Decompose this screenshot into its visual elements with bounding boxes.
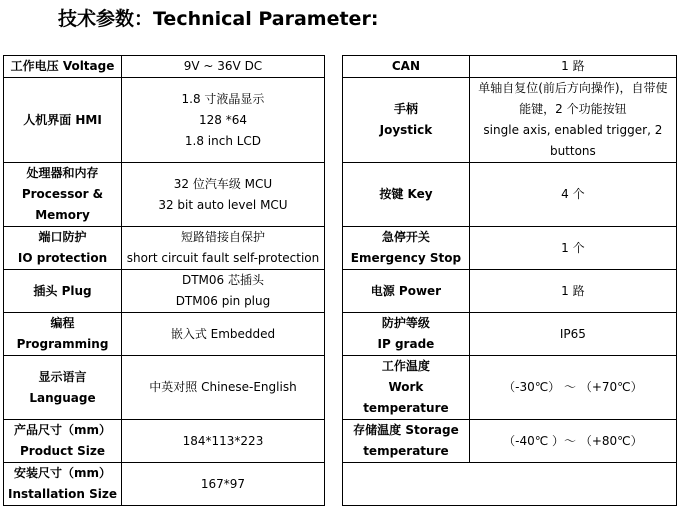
spec-value: 单轴自复位(前后方向操作)，自带使能键，2 个功能按钮 single axis, enabled trigger, 2 buttons xyxy=(469,78,676,163)
column-gap xyxy=(324,270,342,313)
table-row xyxy=(4,56,677,78)
spec-label: 处理器和内存 Processor & Memory xyxy=(4,163,122,227)
column-gap xyxy=(324,78,342,163)
spec-label: 防护等级 IP grade xyxy=(343,313,470,356)
spec-value: 4 个 xyxy=(469,163,676,227)
page-title: 技术参数：Technical Parameter: xyxy=(58,8,379,30)
spec-value: 1 个 xyxy=(469,227,676,270)
table-row xyxy=(4,78,677,163)
spec-label: 电源 Power xyxy=(343,270,470,313)
spec-value: 1 路 xyxy=(469,270,676,313)
spec-label: CAN xyxy=(343,56,470,78)
column-gap xyxy=(324,420,342,463)
table-row xyxy=(4,163,677,227)
column-gap xyxy=(324,356,342,420)
spec-value: 中英对照 Chinese-English xyxy=(122,356,325,420)
spec-label: 端口防护 IO protection xyxy=(4,227,122,270)
spec-label: 显示语言 Language xyxy=(4,356,122,420)
table-row xyxy=(4,463,677,506)
spec-value: 32 位汽车级 MCU 32 bit auto level MCU xyxy=(122,163,325,227)
empty-cell xyxy=(343,463,677,506)
column-gap xyxy=(324,56,342,78)
spec-value: 短路错接自保护 short circuit fault self-protection xyxy=(122,227,325,270)
spec-value: 1 路 xyxy=(469,56,676,78)
spec-label: 安装尺寸（mm） Installation Size xyxy=(4,463,122,506)
spec-label: 编程 Programming xyxy=(4,313,122,356)
spec-value: （-30℃） ～ （+70℃） xyxy=(469,356,676,420)
spec-label: 工作温度 Work temperature xyxy=(343,356,470,420)
spec-value: 184*113*223 xyxy=(122,420,325,463)
spec-value: IP65 xyxy=(469,313,676,356)
table-row xyxy=(4,270,677,313)
spec-label: 按键 Key xyxy=(343,163,470,227)
spec-value: 9V ~ 36V DC xyxy=(122,56,325,78)
spec-label: 产品尺寸（mm） Product Size xyxy=(4,420,122,463)
technical-parameter-table xyxy=(3,55,677,506)
spec-label: 人机界面 HMI xyxy=(4,78,122,163)
table-row xyxy=(4,313,677,356)
table-row xyxy=(4,420,677,463)
table-row xyxy=(4,356,677,420)
table-row xyxy=(4,227,677,270)
spec-label: 手柄 Joystick xyxy=(343,78,470,163)
spec-value: （-40℃ ）～ （+80℃） xyxy=(469,420,676,463)
column-gap xyxy=(324,163,342,227)
spec-value: 1.8 寸液晶显示 128 *64 1.8 inch LCD xyxy=(122,78,325,163)
spec-value: 167*97 xyxy=(122,463,325,506)
column-gap xyxy=(324,227,342,270)
spec-label: 插头 Plug xyxy=(4,270,122,313)
column-gap xyxy=(324,313,342,356)
spec-value: DTM06 芯插头 DTM06 pin plug xyxy=(122,270,325,313)
spec-label: 工作电压 Voltage xyxy=(4,56,122,78)
column-gap xyxy=(324,463,342,506)
spec-value: 嵌入式 Embedded xyxy=(122,313,325,356)
spec-label: 存储温度 Storage temperature xyxy=(343,420,470,463)
spec-label: 急停开关 Emergency Stop xyxy=(343,227,470,270)
